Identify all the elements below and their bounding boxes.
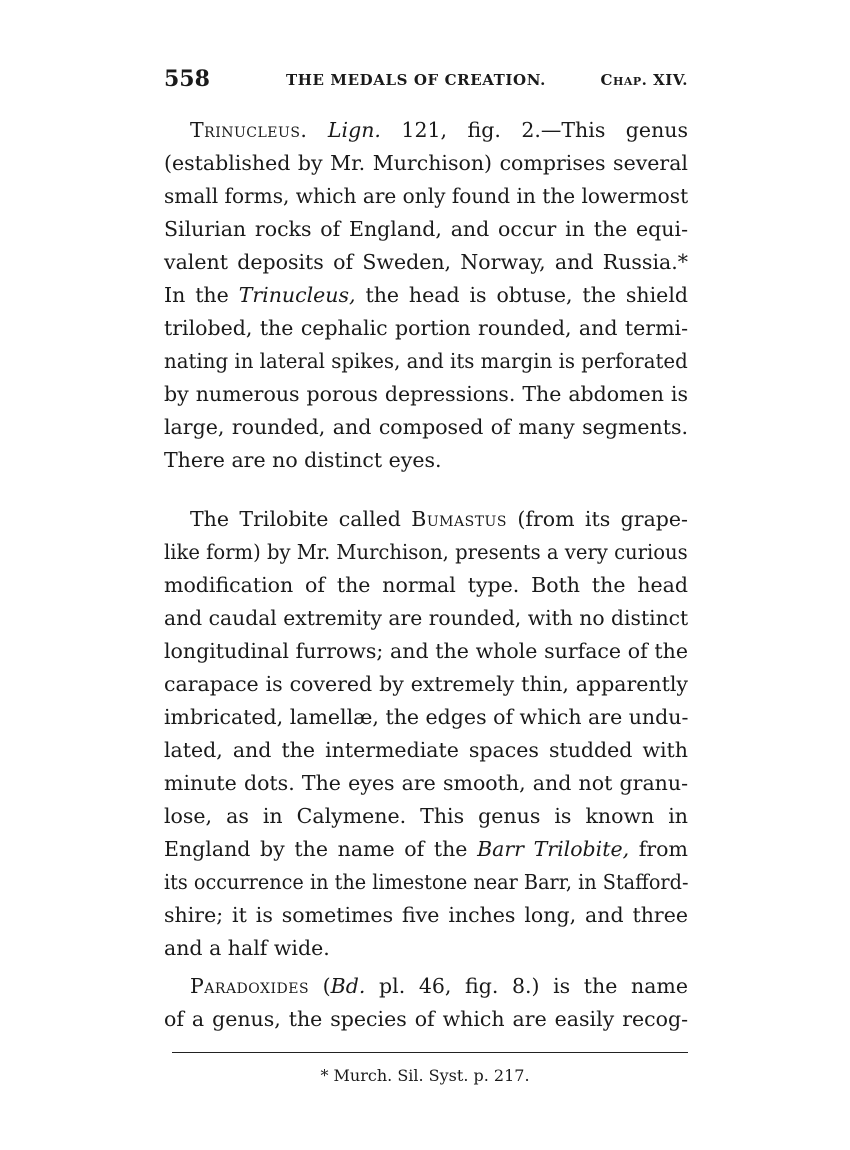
- text-line: [164, 970, 688, 1003]
- reference-abbrev: Lign.: [327, 118, 381, 142]
- page-number: 558: [164, 66, 210, 92]
- text-line: longitudinal furrows; and the whole surface of the: [164, 639, 688, 663]
- text-line: of a genus, the species of which are easily recog-: [164, 1007, 688, 1031]
- text-span: 121, fig. 2.—This genus: [401, 118, 688, 142]
- footnote: * Murch. Sil. Syst. p. 217.: [320, 1066, 530, 1085]
- text-line: lose, as in Calymene. This genus is known in: [164, 804, 688, 828]
- text-line: large, rounded, and composed of many segments.: [164, 415, 688, 439]
- text-span: (from its grape-: [517, 507, 688, 531]
- text-span: from: [638, 837, 688, 861]
- text-span: the head is obtuse, the shield: [365, 283, 688, 307]
- text-span: (: [322, 974, 331, 998]
- text-line: by numerous porous depressions. The abdomen is: [164, 382, 688, 406]
- text-span: In the: [164, 283, 229, 307]
- text-line: small forms, which are only found in the lowermost: [164, 184, 689, 208]
- text-line: (established by Mr. Murchison) comprises several: [164, 151, 688, 175]
- genus-name: Bumastus: [411, 507, 507, 531]
- text-span: pl. 46, fig. 8.) is the name: [379, 974, 688, 998]
- footnote-rule: [172, 1052, 688, 1053]
- text-line: trilobed, the cephalic portion rounded, and termi-: [164, 316, 688, 340]
- running-title: THE MEDALS OF CREATION.: [286, 71, 546, 89]
- text-line: There are no distinct eyes.: [164, 448, 442, 472]
- running-head: [164, 66, 688, 96]
- text-line: [164, 503, 688, 536]
- text-line: Silurian rocks of England, and occur in the equi-: [164, 217, 688, 241]
- text-span: The Trilobite called: [190, 507, 401, 531]
- text-line: nating in lateral spikes, and its margin is perforated: [164, 349, 688, 373]
- genus-name: Trinucleus.: [190, 118, 308, 142]
- genus-italic: Trinucleus,: [238, 283, 356, 307]
- text-line: and a half wide.: [164, 936, 330, 960]
- chapter-reference: Chap. XIV.: [600, 71, 688, 89]
- text-line: minute dots. The eyes are smooth, and not granu-: [164, 771, 688, 795]
- text-line: carapace is covered by extremely thin, apparently: [164, 672, 688, 696]
- text-line: lated, and the intermediate spaces studded with: [164, 738, 688, 762]
- text-span: England by the name of the: [164, 837, 468, 861]
- text-line: valent deposits of Sweden, Norway, and Russia.*: [164, 250, 688, 274]
- common-name-italic: Barr Trilobite,: [477, 837, 630, 861]
- text-line: its occurrence in the limestone near Barr, in Stafford-: [164, 870, 689, 894]
- text-line: and caudal extremity are rounded, with no distinct: [164, 606, 689, 630]
- text-line: shire; it is sometimes five inches long, and three: [164, 903, 688, 927]
- text-line: [164, 279, 688, 312]
- reference-abbrev: Bd.: [330, 974, 366, 998]
- text-line: modification of the normal type. Both the head: [164, 573, 688, 597]
- text-line: imbricated, lamellæ, the edges of which are undu-: [164, 705, 689, 729]
- text-line: [164, 114, 688, 147]
- text-line: like form) by Mr. Murchison, presents a very curious: [164, 540, 688, 564]
- genus-name: Paradoxides: [190, 974, 310, 998]
- text-line: [164, 833, 688, 866]
